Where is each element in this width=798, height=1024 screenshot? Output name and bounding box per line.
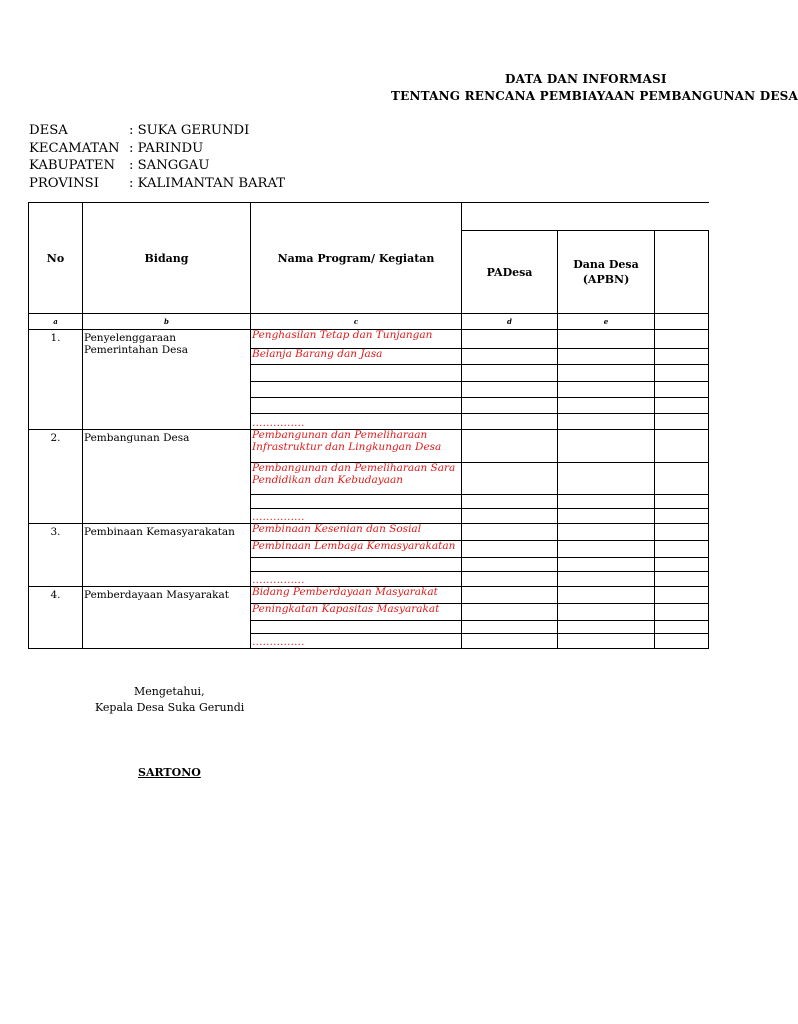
program-cell [251, 398, 462, 414]
program-cell [251, 524, 462, 541]
program-cell [251, 414, 462, 430]
dana-desa-cell[interactable] [558, 365, 655, 382]
table-row [29, 430, 709, 463]
column-letter [655, 314, 709, 330]
row-number: 3. [29, 524, 83, 587]
extra-cell[interactable] [655, 621, 709, 634]
padesa-cell[interactable] [462, 587, 558, 604]
program-cell [251, 621, 462, 634]
bidang-cell: Pembinaan Kemasyarakatan [83, 524, 251, 587]
program-cell [251, 365, 462, 382]
info-row-provinsi [29, 175, 285, 193]
row-number: 4. [29, 587, 83, 649]
extra-cell[interactable] [655, 587, 709, 604]
program-cell [251, 634, 462, 649]
dana-desa-cell[interactable] [558, 414, 655, 430]
info-value: : KALIMANTAN BARAT [129, 175, 286, 191]
dana-desa-cell[interactable] [558, 621, 655, 634]
header-no: No [29, 203, 83, 314]
column-letter: e [558, 314, 655, 330]
program-text: Peningkatan Kapasitas Masyarakat [252, 603, 440, 615]
signature-acknowledged: Mengetahui, [134, 685, 205, 698]
program-cell [251, 463, 462, 495]
dana-desa-cell[interactable] [558, 572, 655, 587]
bidang-cell: Pembangunan Desa [83, 430, 251, 524]
padesa-cell[interactable] [462, 572, 558, 587]
dana-desa-cell[interactable] [558, 463, 655, 495]
dana-desa-cell[interactable] [558, 349, 655, 365]
padesa-cell[interactable] [462, 365, 558, 382]
padesa-cell[interactable] [462, 349, 558, 365]
padesa-cell[interactable] [462, 541, 558, 558]
padesa-cell[interactable] [462, 414, 558, 430]
padesa-cell[interactable] [462, 330, 558, 349]
info-label: KABUPATEN [29, 158, 116, 173]
row-number: 2. [29, 430, 83, 524]
column-letter: c [251, 314, 462, 330]
extra-cell[interactable] [655, 463, 709, 495]
dana-desa-cell[interactable] [558, 604, 655, 621]
program-text: Pembinaan Lembaga Kemasyarakatan [252, 540, 456, 552]
header-bidang: Bidang [83, 203, 251, 314]
program-cell [251, 330, 462, 349]
extra-cell[interactable] [655, 541, 709, 558]
header-dana-desa [558, 231, 655, 314]
extra-cell[interactable] [655, 382, 709, 398]
padesa-cell[interactable] [462, 430, 558, 463]
padesa-cell[interactable] [462, 463, 558, 495]
budget-table [28, 202, 709, 649]
extra-cell[interactable] [655, 349, 709, 365]
extra-cell[interactable] [655, 495, 709, 509]
padesa-cell[interactable] [462, 509, 558, 524]
info-label: DESA [29, 123, 68, 138]
extra-cell[interactable] [655, 509, 709, 524]
extra-cell[interactable] [655, 634, 709, 649]
program-cell [251, 430, 462, 463]
padesa-cell[interactable] [462, 398, 558, 414]
program-cell [251, 541, 462, 558]
header-padesa: PADesa [462, 231, 558, 314]
header-source-group [462, 203, 709, 231]
padesa-cell[interactable] [462, 558, 558, 572]
info-label: KECAMATAN [29, 140, 120, 156]
table-row [29, 587, 709, 604]
extra-cell[interactable] [655, 398, 709, 414]
bidang-cell: Penyelenggaraan Pemerintahan Desa [83, 330, 251, 430]
program-text: Bidang Pemberdayaan Masyarakat [252, 586, 438, 598]
program-text: …………… [252, 573, 305, 586]
program-cell [251, 572, 462, 587]
padesa-cell[interactable] [462, 495, 558, 509]
padesa-cell[interactable] [462, 524, 558, 541]
info-row-kabupaten [29, 157, 285, 175]
budget-table-container [28, 202, 658, 650]
table-row [29, 330, 709, 349]
extra-cell[interactable] [655, 365, 709, 382]
program-cell [251, 495, 462, 509]
extra-cell[interactable] [655, 604, 709, 621]
program-text: Pembangunan dan Pemeliharaan Sara Pendidikan dan Kebudayaan [252, 462, 456, 486]
padesa-cell[interactable] [462, 382, 558, 398]
signature-name: SARTONO [138, 766, 201, 779]
dana-desa-cell[interactable] [558, 524, 655, 541]
extra-cell[interactable] [655, 330, 709, 349]
dana-desa-cell[interactable] [558, 587, 655, 604]
program-text: …………… [252, 510, 305, 523]
dana-desa-cell[interactable] [558, 541, 655, 558]
program-cell [251, 509, 462, 524]
info-value: : SUKA GERUNDI [129, 123, 250, 138]
program-text: Penghasilan Tetap dan Tunjangan [252, 329, 433, 341]
extra-cell[interactable] [655, 572, 709, 587]
padesa-cell[interactable] [462, 604, 558, 621]
column-letter: b [83, 314, 251, 330]
signature-position: Kepala Desa Suka Gerundi [95, 701, 245, 714]
program-cell [251, 382, 462, 398]
location-info [29, 122, 285, 192]
info-value: : SANGGAU [129, 158, 210, 173]
info-label: PROVINSI [29, 175, 99, 191]
document-title-line-2: TENTANG RENCANA PEMBIAYAAN PEMBANGUNAN DESA [391, 89, 798, 103]
dana-desa-cell[interactable] [558, 398, 655, 414]
extra-cell[interactable] [655, 524, 709, 541]
dana-desa-cell[interactable] [558, 634, 655, 649]
program-cell [251, 587, 462, 604]
program-text: …………… [252, 635, 305, 648]
program-text: …………… [252, 416, 305, 429]
header-program: Nama Program/ Kegiatan [251, 203, 462, 314]
dana-desa-cell[interactable] [558, 382, 655, 398]
row-number: 1. [29, 330, 83, 430]
table-row [29, 524, 709, 541]
program-cell [251, 604, 462, 621]
extra-cell[interactable] [655, 558, 709, 572]
program-text: Belanja Barang dan Jasa [252, 348, 383, 360]
program-text: Pembangunan dan Pemeliharaan Infrastruktur dan Lingkungan Desa [252, 429, 442, 453]
extra-cell[interactable] [655, 430, 709, 463]
program-text: Pembinaan Kesenian dan Sosial [252, 523, 422, 535]
info-value: : PARINDU [129, 140, 204, 156]
info-row-kecamatan [29, 140, 285, 158]
document-title-line-1: DATA DAN INFORMASI [505, 72, 667, 86]
column-letter: d [462, 314, 558, 330]
header-dana-desa-line2: (APBN) [582, 273, 630, 286]
program-cell [251, 558, 462, 572]
info-row-desa [29, 122, 285, 140]
padesa-cell[interactable] [462, 634, 558, 649]
column-letter: a [29, 314, 83, 330]
header-extra [655, 231, 709, 314]
header-dana-desa-line1: Dana Desa [573, 258, 639, 271]
extra-cell[interactable] [655, 414, 709, 430]
dana-desa-cell[interactable] [558, 509, 655, 524]
program-cell [251, 349, 462, 365]
dana-desa-cell[interactable] [558, 430, 655, 463]
dana-desa-cell[interactable] [558, 495, 655, 509]
padesa-cell[interactable] [462, 621, 558, 634]
dana-desa-cell[interactable] [558, 330, 655, 349]
bidang-cell: Pemberdayaan Masyarakat [83, 587, 251, 649]
dana-desa-cell[interactable] [558, 558, 655, 572]
